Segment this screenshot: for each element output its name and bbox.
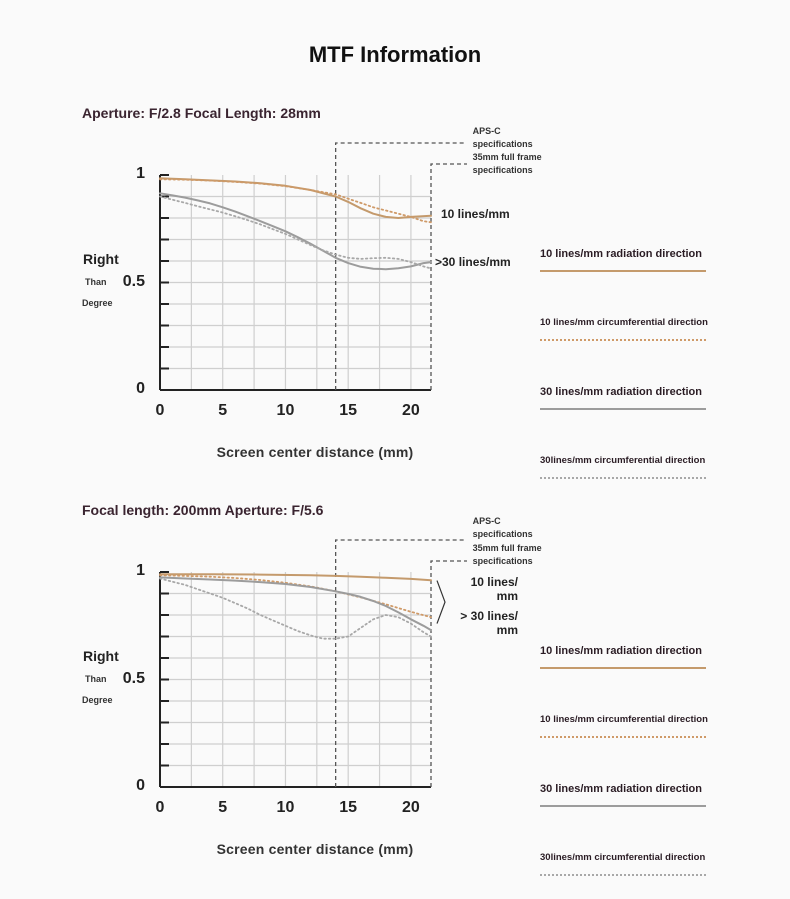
y-axis-label-than: Than (85, 276, 107, 287)
full-frame-boundary-line (431, 164, 467, 390)
full-frame-spec-line: 35mm full frame (472, 152, 542, 162)
chart-heading: Focal length: 200mm Aperture: F/5.6 (82, 502, 324, 518)
y-tick-label: 0 (136, 380, 145, 397)
apsc-spec-line: specifications (472, 139, 533, 149)
y-axis-label-degree: Degree (82, 297, 113, 308)
full-frame-spec-line: specifications (472, 165, 533, 175)
x-tick-label: 5 (218, 402, 228, 419)
legend-label: 30 lines/mm radiation direction (540, 386, 702, 398)
x-tick-label: 0 (155, 402, 165, 419)
legend-swatch (540, 339, 706, 341)
y-tick-label: 1 (136, 562, 145, 579)
y-axis-label-right: Right (83, 250, 119, 267)
legend-label: 10 lines/mm circumferential direction (540, 317, 708, 328)
y-axis-label-than: Than (85, 673, 107, 684)
apsc-spec-line: specifications (472, 529, 533, 539)
legend-item (540, 714, 710, 725)
x-tick-label: 20 (402, 402, 420, 419)
series-line-3 (160, 577, 431, 630)
full-frame-spec-label (473, 151, 542, 177)
apsc-spec-label (473, 515, 533, 541)
legend-swatch (540, 270, 706, 272)
legend-item (540, 645, 710, 657)
legend-swatch (540, 736, 706, 738)
full-frame-spec-label (473, 542, 542, 568)
y-axis-label-degree: Degree (82, 694, 113, 705)
series-line-2 (160, 575, 431, 617)
legend-item (540, 317, 710, 328)
series-line-4 (160, 197, 431, 269)
x-tick-label: 20 (402, 799, 420, 816)
full-frame-spec-line: 35mm full frame (472, 543, 542, 553)
x-tick-label: 10 (276, 402, 295, 419)
x-tick-label: 15 (339, 402, 358, 419)
legend-label: 30lines/mm circumferential direction (540, 455, 706, 466)
page-title: MTF Information (308, 42, 482, 67)
legend-item (540, 852, 710, 863)
series-annotation-10-line: 10 lines/ (470, 574, 518, 589)
full-frame-spec-line: specifications (472, 556, 533, 566)
series-bracket (437, 581, 445, 624)
series-annotation-30 (452, 609, 518, 637)
y-tick-label: 0 (136, 777, 145, 794)
legend-swatch (540, 667, 706, 669)
series-annotation-10 (468, 575, 518, 603)
series-annotation-10-line: mm (496, 588, 518, 603)
y-tick-label: 0.5 (122, 272, 145, 290)
legend-label: 30lines/mm circumferential direction (540, 852, 706, 863)
x-axis-title: Screen center distance (mm) (216, 841, 414, 857)
legend-label: 10 lines/mm radiation direction (540, 645, 702, 657)
legend-label: 10 lines/mm radiation direction (540, 248, 702, 260)
legend-item (540, 783, 710, 795)
y-tick-label: 0.5 (122, 669, 145, 687)
x-axis-title: Screen center distance (mm) (216, 444, 414, 460)
apsc-spec-line: APS-C (472, 126, 501, 136)
series-annotation-30-line: > 30 lines/ (460, 609, 518, 624)
x-tick-label: 10 (276, 799, 295, 816)
y-tick-label: 1 (136, 165, 145, 182)
chart-heading: Aperture: F/2.8 Focal Length: 28mm (82, 105, 321, 121)
legend-label: 30 lines/mm radiation direction (540, 783, 702, 795)
x-tick-label: 0 (155, 799, 165, 816)
legend-item (540, 248, 710, 260)
apsc-spec-line: APS-C (472, 516, 501, 526)
series-annotation-10: 10 lines/mm (441, 206, 510, 221)
x-tick-label: 5 (218, 799, 228, 816)
full-frame-boundary-line (431, 561, 467, 787)
y-axis-label-right: Right (83, 647, 119, 664)
legend-label: 10 lines/mm circumferential direction (540, 714, 708, 725)
x-tick-label: 15 (339, 799, 358, 816)
legend-swatch (540, 874, 706, 876)
apsc-spec-label (473, 125, 533, 151)
legend-swatch (540, 805, 706, 807)
mtf-chart-200mm (0, 397, 790, 863)
series-annotation-30-line: mm (496, 623, 518, 638)
series-annotation-30: >30 lines/mm (435, 255, 511, 270)
